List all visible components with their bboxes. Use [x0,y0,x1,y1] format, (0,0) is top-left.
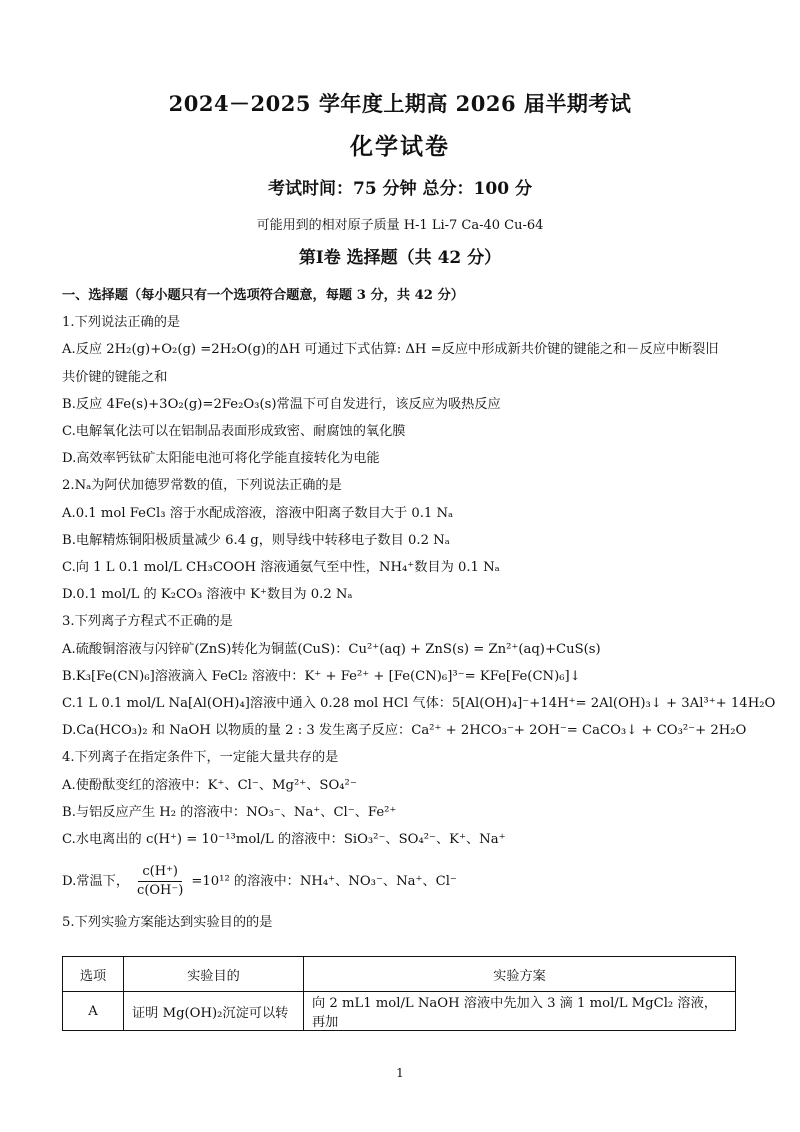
table-header: 选项 [63,957,124,992]
question-line: D.高效率钙钛矿太阳能电池可将化学能直接转化为电能 [62,451,380,467]
question-5-stem: 5.下列实验方案能达到实验目的的是 [62,915,273,931]
question-line: 4.下列离子在指定条件下，一定能大量共存的是 [62,750,339,766]
question-line: 3.下列离子方程式不正确的是 [62,614,233,630]
question-line: B.电解精炼铜阳极质量减少 6.4 g，则导线中转移电子数目 0.2 Nₐ [62,532,450,548]
question-line: 共价键的键能之和 [62,369,168,385]
question-line: D.Ca(HCO₃)₂ 和 NaOH 以物质的量 2 : 3 发生离子反应：Ca²⁺ + 2HCO₃⁻+ 2OH⁻= CaCO₃↓ + CO₃²⁻+ 2H₂O [62,723,747,739]
table-row [63,992,736,1031]
question-4d [62,853,742,909]
fraction-numerator: c(H⁺) [138,863,182,882]
experiment-table [62,956,736,1031]
question-line: C.1 L 0.1 mol/L Na[Al(OH)₄]溶液中通入 0.28 mol HCl 气体：5[Al(OH)₄]⁻+14H⁺= 2Al(OH)₃↓ + 3Al³⁺+ 14H₂O [62,696,776,712]
question-line: 2.Nₐ为阿伏加德罗常数的值，下列说法正确的是 [62,478,342,494]
table-cell: A [63,992,124,1031]
question-line: D.0.1 mol/L 的 K₂CO₃ 溶液中 K⁺数目为 0.2 Nₐ [62,587,353,603]
table-cell: 向 2 mL1 mol/L NaOH 溶液中先加入 3 滴 1 mol/L MgCl₂ 溶液，再加 [304,992,736,1031]
table-header: 实验目的 [124,957,304,992]
atomic-masses: 可能用到的相对原子质量 H-1 Li-7 Ca-40 Cu-64 [256,218,544,233]
q4d-suffix: =10¹² 的溶液中：NH₄⁺、NO₃⁻、Na⁺、Cl⁻ [191,873,457,889]
question-line: B.与铝反应产生 H₂ 的溶液中：NO₃⁻、Na⁺、Cl⁻、Fe²⁺ [62,804,397,820]
q4d-prefix: D.常温下， [62,873,130,889]
part-title: 第I卷 选择题（共 42 分） [298,248,502,268]
question-line: 1.下列说法正确的是 [62,315,181,331]
question-line: A.硫酸铜溶液与闪锌矿(ZnS)转化为铜蓝(CuS)：Cu²⁺(aq) + ZnS(s) = Zn²⁺(aq)+CuS(s) [62,641,601,657]
question-line: A.使酚酞变红的溶液中：K⁺、Cl⁻、Mg²⁺、SO₄²⁻ [62,777,357,793]
page-number: 1 [396,1066,404,1080]
table-header-row [63,957,736,992]
section-heading: 一、选择题（每小题只有一个选项符合题意，每题 3 分，共 42 分） [62,288,464,303]
question-line: A.反应 2H₂(g)+O₂(g) =2H₂O(g)的ΔH 可通过下式估算: ΔH =反应中形成新共价键的键能之和－反应中断裂旧 [62,342,719,358]
question-line: B.反应 4Fe(s)+3O₂(g)=2Fe₂O₃(s)常温下可自发进行，该反应为吸热反应 [62,396,501,412]
table-header: 实验方案 [304,957,736,992]
exam-info: 考试时间：75 分钟 总分：100 分 [268,179,532,199]
fraction-denominator: c(OH⁻) [137,882,184,898]
concentration-fraction [133,863,187,900]
question-line: C.水电离出的 c(H⁺) = 10⁻¹³mol/L 的溶液中：SiO₃²⁻、SO₄²⁻、K⁺、Na⁺ [62,832,506,848]
question-line: C.向 1 L 0.1 mol/L CH₃COOH 溶液通氨气至中性，NH₄⁺数目为 0.1 Nₐ [62,560,500,576]
question-line: C.电解氧化法可以在铝制品表面形成致密、耐腐蚀的氧化膜 [62,424,406,440]
question-line: A.0.1 mol FeCl₃ 溶于水配成溶液，溶液中阳离子数目大于 0.1 Nₐ [62,505,454,521]
subject-title: 化学试卷 [350,133,450,160]
exam-title: 2024－2025 学年度上期高 2026 届半期考试 [168,91,632,116]
questions-content [62,282,776,936]
question-line: B.K₃[Fe(CN)₆]溶液滴入 FeCl₂ 溶液中：K⁺ + Fe²⁺ + [Fe(CN)₆]³⁻= KFe[Fe(CN)₆]↓ [62,668,581,684]
table-cell: 证明 Mg(OH)₂沉淀可以转 [124,992,304,1031]
